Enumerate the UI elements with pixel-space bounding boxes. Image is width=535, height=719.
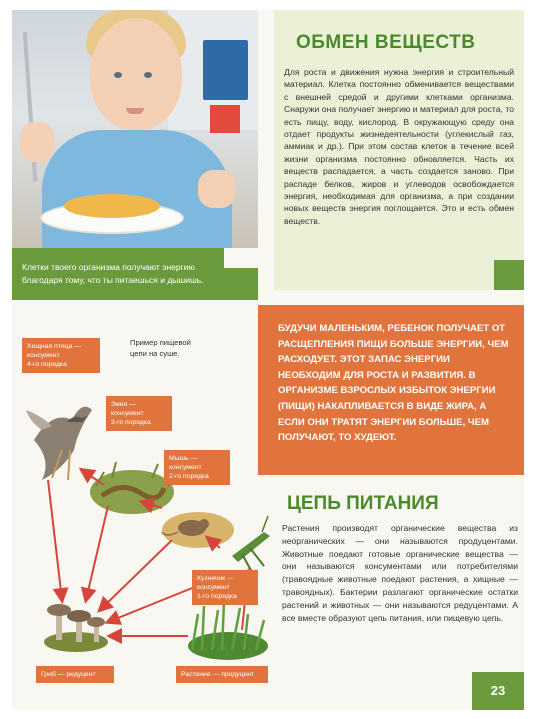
label-bird: Хищная птица — консумент 4-го порядка — [22, 338, 100, 373]
child-eating-photo — [12, 10, 258, 248]
hawk-illustration — [26, 407, 92, 480]
metabolism-corner — [494, 260, 524, 290]
label-plant: Растение — продуцент — [176, 666, 268, 683]
label-mouse: Мышь — консумент 2-го порядка — [164, 450, 230, 485]
book-page — [12, 10, 524, 710]
diagram-caption: Пример пищевой цепи на суше. — [130, 338, 191, 358]
metabolism-title: ОБМЕН ВЕЩЕСТВ — [296, 32, 476, 53]
food-chain-text: Растения производят органические вещества из неорганических — они называются продуцентами. Животные поедают готовые органические вещества — они называются консументами или потребителями (травоядные животные поедают растения, а хищные — травоядных). Бактерии разлагают органические остатки растений и животных — они называются редуцентами. А все вместе образуют цепь питания, или пищевую цепь. — [282, 523, 518, 623]
metabolism-section — [274, 10, 524, 290]
metabolism-text: Для роста и движения нужна энергия и строительный материал. Клетка постоянно обменивается веществами с внешней средой и другими клетками организма. Снаружи она получает энергию и материал для роста, то есть пищу, воду, кислород. В окружающую среду она отдает продукты жизнедеятельности (углекислый газ, аммиак и др.). При этом состав клеток в течение всей жизни организма постоянно обновляется. Часть их веществ распадается, а часть создается заново. При распаде белков, жиров и углеводов освобождается энергия, необходимая для организма, а при создании новых веществ энергия поглощается. Это и есть обмен веществ. — [284, 67, 514, 226]
mouse-illustration — [162, 512, 234, 548]
grass-illustration — [188, 602, 268, 660]
label-snake: Змея — консумент 3-го порядка — [106, 396, 172, 431]
mushroom-illustration — [44, 604, 108, 652]
photo-caption: Клетки твоего организма получают энергию благодаря тому, что ты питаешься и дышишь. — [12, 248, 224, 300]
grasshopper-illustration — [232, 516, 270, 572]
label-grasshopper: Кузнечик — консумент 1-го порядка — [192, 570, 258, 605]
food-chain-title: ЦЕПЬ ПИТАНИЯ — [287, 493, 439, 514]
caption-accent — [224, 268, 258, 300]
growth-fact-box: БУДУЧИ МАЛЕНЬКИМ, РЕБЕНОК ПОЛУЧАЕТ ОТ РАСЩЕПЛЕНИЯ ПИЩИ БОЛЬШЕ ЭНЕРГИИ, ЧЕМ РАСХОДУЕТ. ЭТОТ ЗАПАС ЭНЕРГИИ НЕОБХОДИМ ДЛЯ РОСТА И РАЗВИТИЯ. В ОРГАНИЗМЕ ВЗРОСЛЫХ ИЗБЫТОК ЭНЕРГИИ (ПИЩИ) НАКАПЛИВАЕТСЯ В ВИДЕ ЖИРА, А ЕСЛИ ОНИ ТРАТЯТ ЭНЕРГИИ БОЛЬШЕ, ЧЕМ ПОЛУЧАЮТ, ТО ХУДЕЮТ. — [258, 305, 524, 475]
label-mushroom: Гриб — редуцент — [36, 666, 114, 683]
page-number: 23 — [472, 672, 524, 710]
